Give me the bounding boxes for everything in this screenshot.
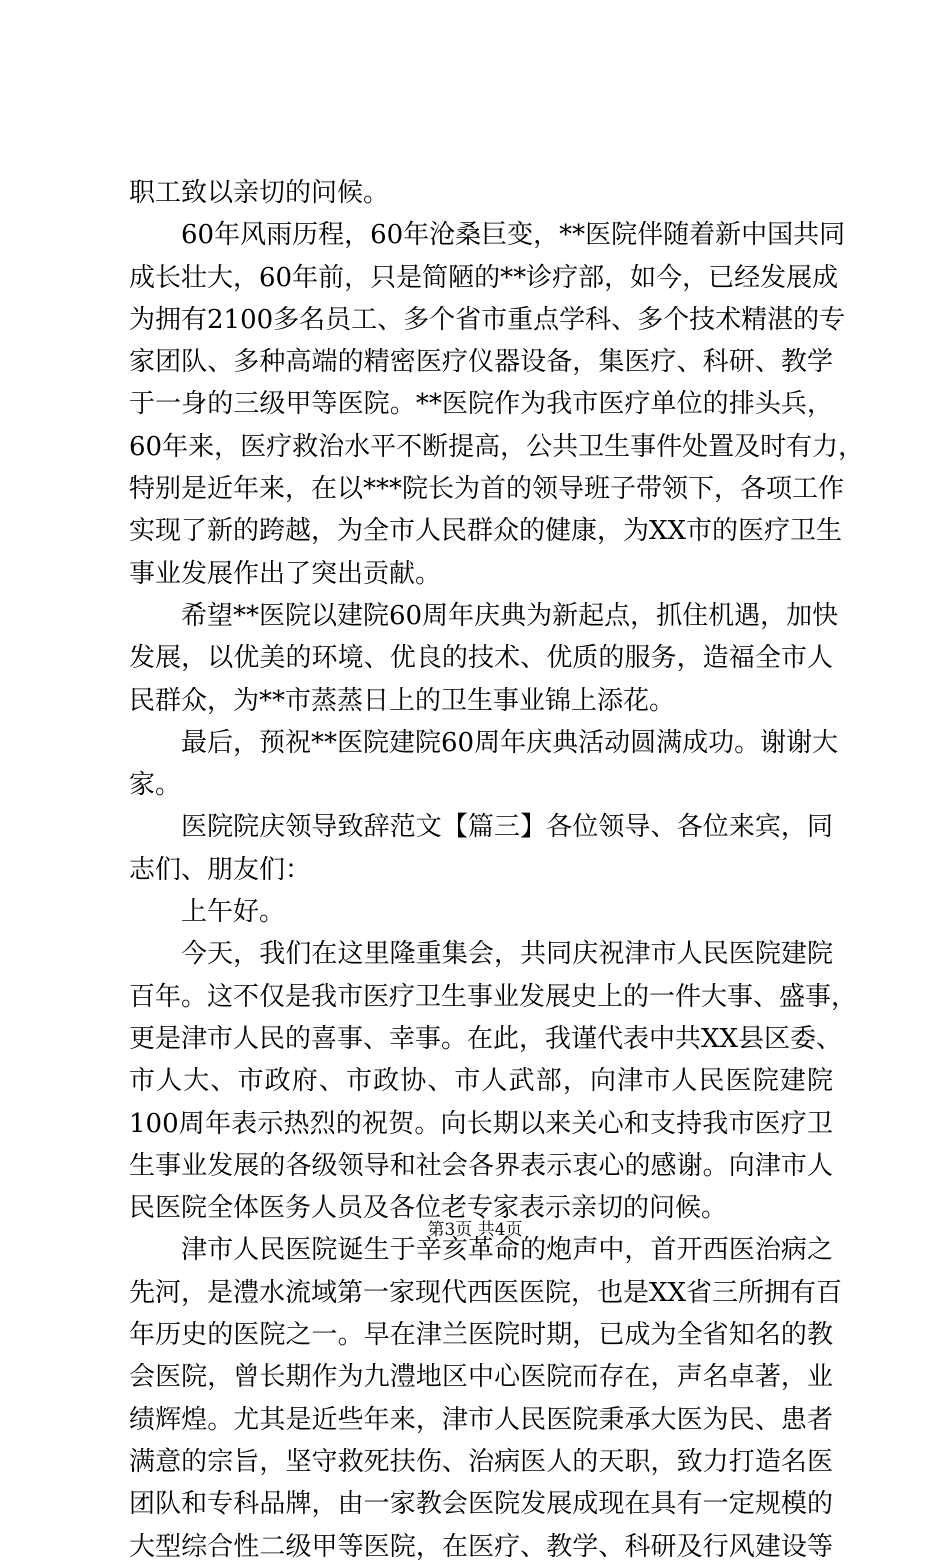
text-line: 民医院全体医务人员及各位老专家表示亲切的问候。	[129, 1193, 728, 1224]
text-line: 特别是近年来，在以***院长为首的领导班子带领下，各项工作	[129, 474, 845, 505]
paragraph	[129, 891, 833, 933]
text-line: 更是津市人民的喜事、幸事。在此，我谨代表中共XX县区委、	[129, 1023, 843, 1054]
paragraph	[129, 933, 858, 1229]
text-line: 实现了新的跨越，为全市人民群众的健康，为XX市的医疗卫生	[129, 516, 843, 547]
text-line: 100周年表示热烈的祝贺。向长期以来关心和支持我市医疗卫	[129, 1108, 833, 1139]
text-line: 市人大、市政府、市政协、市人武部，向津市人民医院建院	[129, 1066, 833, 1097]
text-line: 于一身的三级甲等医院。**医院作为我市医疗单位的排头兵，	[129, 389, 833, 420]
paragraph	[129, 1229, 843, 1567]
text-line: 年历史的医院之一。早在津兰医院时期，已成为全省知名的教	[129, 1320, 833, 1351]
text-line: 今天，我们在这里隆重集会，共同庆祝津市人民医院建院	[181, 939, 833, 970]
text-line: 希望**医院以建院60周年庆典为新起点，抓住机遇，加快	[181, 600, 839, 631]
text-line: 60年风雨历程，60年沧桑巨变，**医院伴随着新中国共同	[181, 220, 846, 251]
text-line: 医院院庆领导致辞范文【篇三】各位领导、各位来宾，同	[181, 812, 833, 843]
page-footer	[0, 1219, 950, 1241]
paragraph	[129, 214, 865, 595]
text-line: 大型综合性二级甲等医院，在医疗、教学、科研及行风建设等	[129, 1531, 833, 1562]
text-line: 百年。这不仅是我市医疗卫生事业发展史上的一件大事、盛事，	[129, 981, 858, 1012]
text-line: 会医院，曾长期作为九澧地区中心医院而存在，声名卓著，业	[129, 1362, 833, 1393]
text-line: 成长壮大，60年前，只是简陋的**诊疗部，如今，已经发展成	[129, 262, 839, 293]
paragraph	[129, 172, 833, 214]
text-line: 志们、朋友们：	[129, 854, 312, 885]
text-line: 津市人民医院诞生于辛亥革命的炮声中，首开西医治病之	[181, 1235, 833, 1266]
page-number: 第3页 共4页	[427, 1220, 523, 1240]
text-line: 为拥有2100多名员工、多个省市重点学科、多个技术精湛的专	[129, 304, 846, 335]
text-line: 发展，以优美的环境、优良的技术、优质的服务，造福全市人	[129, 643, 833, 674]
text-line: 先河，是澧水流域第一家现代西医医院，也是XX省三所拥有百	[129, 1277, 843, 1308]
text-line: 最后，预祝**医院建院60周年庆典活动圆满成功。谢谢大	[181, 727, 839, 758]
text-line: 60年来，医疗救治水平不断提高，公共卫生事件处置及时有力，	[129, 431, 865, 462]
text-line: 职工致以亲切的问候。	[129, 178, 390, 208]
text-line: 上午好。	[181, 897, 286, 928]
text-line: 绩辉煌。尤其是近些年来，津市人民医院秉承大医为民、患者	[129, 1404, 833, 1435]
text-line: 家。	[129, 770, 182, 801]
text-line: 家团队、多种高端的精密医疗仪器设备，集医疗、科研、教学	[129, 347, 833, 378]
text-line: 团队和专科品牌，由一家教会医院发展成现在具有一定规模的	[129, 1489, 833, 1520]
text-line: 生事业发展的各级领导和社会各界表示衷心的感谢。向津市人	[129, 1150, 833, 1181]
text-line: 满意的宗旨，坚守救死扶伤、治病医人的天职，致力打造名医	[129, 1446, 833, 1477]
text-line: 事业发展作出了突出贡献。	[129, 558, 442, 589]
paragraph	[129, 806, 833, 891]
paragraph	[129, 722, 839, 807]
document-body	[129, 172, 865, 1568]
paragraph	[129, 595, 839, 722]
text-line: 民群众，为**市蒸蒸日上的卫生事业锦上添花。	[129, 685, 676, 716]
